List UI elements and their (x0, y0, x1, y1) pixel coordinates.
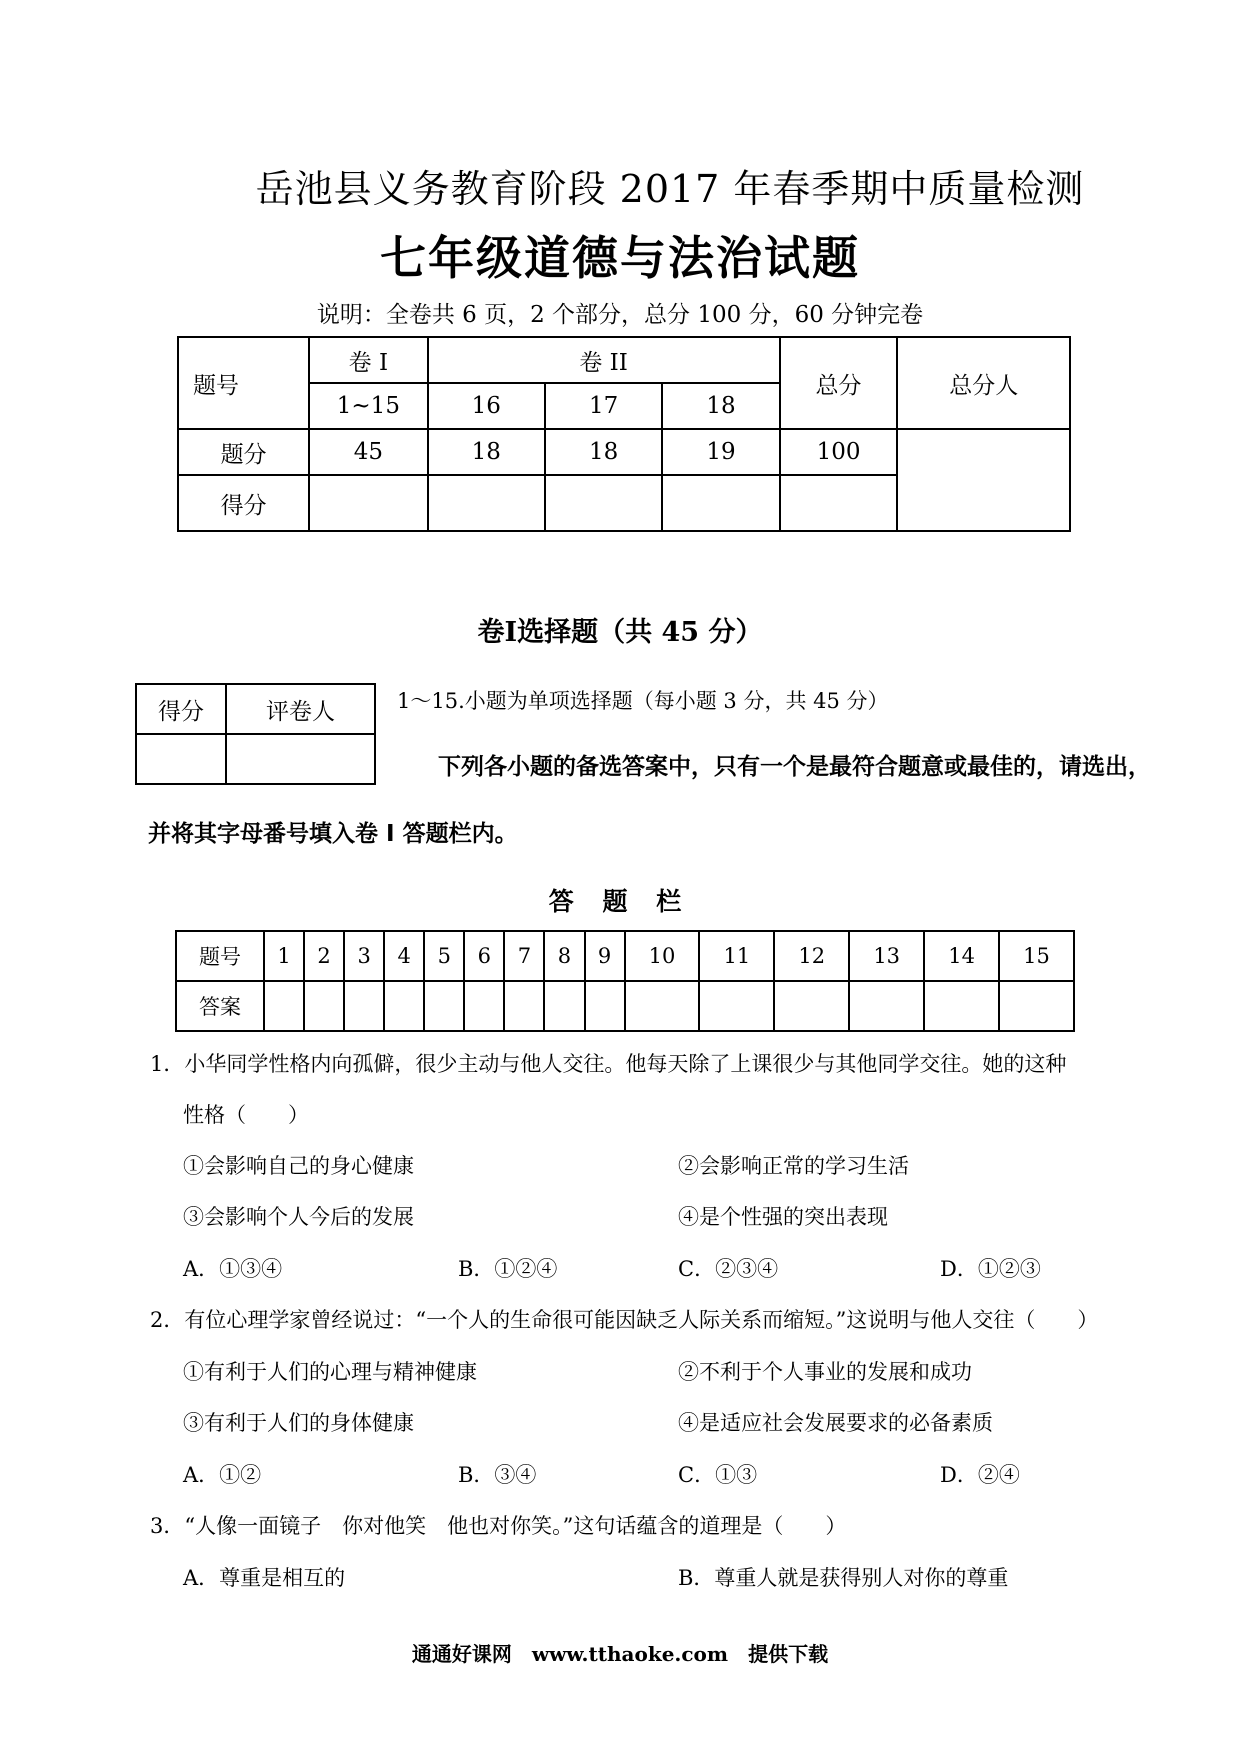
points-cell: 19 (662, 429, 779, 475)
score-cell[interactable] (662, 475, 779, 531)
answer-number-cell: 13 (849, 931, 924, 981)
exam-title-line1: 岳池县义务教育阶段 2017 年春季期中质量检测 (255, 167, 1085, 211)
answer-input-cell[interactable] (424, 981, 464, 1031)
grader-table (135, 683, 376, 785)
answer-label: 答案 (176, 981, 264, 1031)
answer-input-cell[interactable] (999, 981, 1074, 1031)
footer-source: 通通好课网 www.tthaoke.com 提供下载 (411, 1642, 829, 1666)
answer-number-cell: 11 (699, 931, 774, 981)
score-cell[interactable] (545, 475, 662, 531)
q2-option-c[interactable]: C．①③ (678, 1463, 758, 1487)
answer-table-title: 答 题 栏 (548, 887, 692, 916)
answer-no-label: 题号 (176, 931, 264, 981)
answer-input-cell[interactable] (464, 981, 504, 1031)
part2-header: 卷 II (428, 337, 780, 383)
grader-person-cell[interactable] (226, 734, 375, 784)
points-cell: 18 (428, 429, 545, 475)
score-cell[interactable] (428, 475, 545, 531)
q2-item: ②不利于个人事业的发展和成功 (678, 1360, 972, 1384)
answer-input-cell[interactable] (585, 981, 625, 1031)
grader-person-label: 评卷人 (226, 684, 375, 734)
answer-number-cell: 12 (774, 931, 849, 981)
answer-number-cell: 6 (464, 931, 504, 981)
points-cell: 45 (309, 429, 427, 475)
answer-number-cell: 3 (344, 931, 384, 981)
total-header: 总分 (780, 337, 898, 429)
q3-stem: 3．“人像一面镜子 你对他笑 他也对你笑。”这句话蕴含的道理是（ ） (150, 1514, 847, 1538)
points-cell: 100 (780, 429, 898, 475)
exam-note: 说明：全卷共 6 页，2 个部分，总分 100 分，60 分钟完卷 (316, 302, 924, 328)
q2-option-b[interactable]: B．③④ (458, 1463, 537, 1487)
answer-input-cell[interactable] (774, 981, 849, 1031)
exam-title-line2: 七年级道德与法治试题 (380, 231, 860, 285)
q2-option-a[interactable]: A．①② (183, 1463, 262, 1487)
q3-option-b[interactable]: B．尊重人就是获得别人对你的尊重 (678, 1566, 1009, 1590)
answer-number-cell: 4 (384, 931, 424, 981)
q2-item: ①有利于人们的心理与精神健康 (183, 1360, 477, 1384)
answer-input-cell[interactable] (625, 981, 700, 1031)
subcol-1-15: 1~15 (309, 383, 427, 429)
q2-option-d[interactable]: D．②④ (940, 1463, 1020, 1487)
points-cell: 18 (545, 429, 662, 475)
q1-item: ②会影响正常的学习生活 (678, 1154, 909, 1178)
instruction-2: 下列各小题的备选答案中，只有一个是最符合题意或最佳的，请选出， (438, 754, 1151, 780)
answer-number-cell: 2 (304, 931, 344, 981)
answer-table (175, 930, 1075, 1032)
q2-item: ④是适应社会发展要求的必备素质 (678, 1411, 993, 1435)
answer-number-cell: 10 (625, 931, 700, 981)
score-cell[interactable] (309, 475, 427, 531)
q1-item: ④是个性强的突出表现 (678, 1205, 888, 1229)
answer-number-cell: 7 (504, 931, 544, 981)
answer-number-cell: 15 (999, 931, 1074, 981)
answer-number-cell: 9 (585, 931, 625, 981)
answer-input-cell[interactable] (504, 981, 544, 1031)
subcol-16: 16 (428, 383, 545, 429)
score-cell[interactable] (780, 475, 898, 531)
answer-input-cell[interactable] (264, 981, 304, 1031)
subcol-17: 17 (545, 383, 662, 429)
q1-option-d[interactable]: D．①②③ (940, 1257, 1041, 1281)
grader-score-cell[interactable] (136, 734, 226, 784)
part1-header: 卷 I (309, 337, 427, 383)
subcol-18: 18 (662, 383, 779, 429)
q2-stem: 2．有位心理学家曾经说过：“一个人的生命很可能因缺乏人际关系而缩短。”这说明与他人交往（ ） (150, 1308, 1099, 1332)
instruction-3: 并将其字母番号填入卷 I 答题栏内。 (148, 821, 518, 847)
q1-item: ①会影响自己的身心健康 (183, 1154, 414, 1178)
q1-item: ③会影响个人今后的发展 (183, 1205, 414, 1229)
answer-input-cell[interactable] (849, 981, 924, 1031)
answer-number-cell: 14 (924, 931, 999, 981)
points-row-label: 题分 (178, 429, 309, 475)
answer-input-cell[interactable] (304, 981, 344, 1031)
answer-number-cell: 8 (544, 931, 584, 981)
q1-option-c[interactable]: C．②③④ (678, 1257, 779, 1281)
total-person-header: 总分人 (897, 337, 1070, 429)
answer-input-cell[interactable] (699, 981, 774, 1031)
q1-option-b[interactable]: B．①②④ (458, 1257, 558, 1281)
question-no-header: 题号 (178, 337, 309, 429)
instruction-1: 1～15.小题为单项选择题（每小题 3 分，共 45 分） (397, 689, 889, 713)
q1-option-a[interactable]: A．①③④ (183, 1257, 283, 1281)
answer-input-cell[interactable] (384, 981, 424, 1031)
q2-item: ③有利于人们的身体健康 (183, 1411, 414, 1435)
score-row-label: 得分 (178, 475, 309, 531)
answer-input-cell[interactable] (924, 981, 999, 1031)
score-table (177, 336, 1071, 532)
q1-stem-2: 性格（ ） (183, 1103, 309, 1127)
grader-score-label: 得分 (136, 684, 226, 734)
answer-input-cell[interactable] (344, 981, 384, 1031)
q3-option-a[interactable]: A．尊重是相互的 (183, 1566, 346, 1590)
section-title: 卷I选择题（共 45 分） (477, 617, 763, 648)
answer-number-cell: 5 (424, 931, 464, 981)
answer-input-cell[interactable] (544, 981, 584, 1031)
total-person-cell[interactable] (897, 429, 1070, 531)
answer-number-cell: 1 (264, 931, 304, 981)
q1-stem: 1．小华同学性格内向孤僻，很少主动与他人交往。他每天除了上课很少与其他同学交往。她的这种 (150, 1052, 1067, 1076)
